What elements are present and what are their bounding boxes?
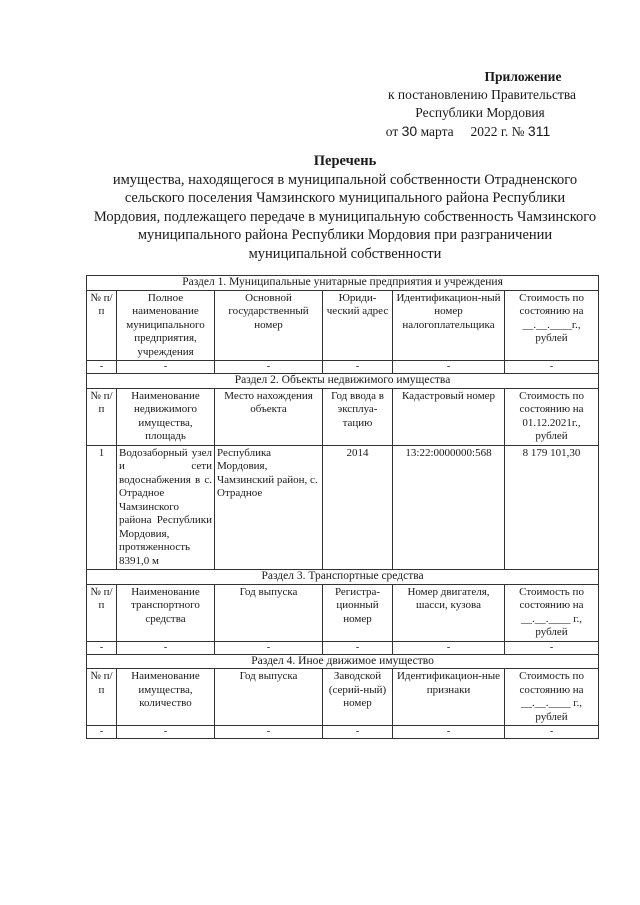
header-cell: Номер двигателя, шасси, кузова bbox=[393, 584, 505, 641]
date-month: марта bbox=[420, 124, 454, 139]
header-cell: Юриди-ческий адрес bbox=[323, 290, 393, 361]
header-cell: Стоимость по состоянию на __.__.____ г., рублей bbox=[505, 584, 599, 641]
document-heading bbox=[90, 152, 600, 263]
location-cell: Республика Мордовия, Чамзинский район, с. Отрадное bbox=[215, 445, 323, 570]
data-cell: - bbox=[505, 361, 599, 374]
data-cell: - bbox=[323, 641, 393, 654]
header-cell: Идентификацион-ные признаки bbox=[393, 669, 505, 726]
appendix-authority-line: Республики Мордовия bbox=[415, 105, 545, 120]
data-cell: - bbox=[215, 641, 323, 654]
header-cell: Стоимость по состоянию на __.__.____ г., рублей bbox=[505, 669, 599, 726]
document-title: Перечень bbox=[313, 153, 377, 169]
header-cell: Регистра-ционный номер bbox=[323, 584, 393, 641]
data-cell: - bbox=[323, 726, 393, 739]
header-cell: Наименование транспортного средства bbox=[117, 584, 215, 641]
data-cell: - bbox=[505, 641, 599, 654]
data-cell: - bbox=[393, 361, 505, 374]
header-cell: Место нахождения объекта bbox=[215, 388, 323, 445]
section-4-title: Раздел 4. Иное движимое имущество bbox=[87, 654, 599, 669]
section-4-title-row bbox=[87, 654, 599, 669]
appendix-date-line bbox=[318, 122, 618, 141]
section-2-title: Раздел 2. Объекты недвижимого имущества bbox=[87, 374, 599, 389]
header-cell: Наименование имущества, количество bbox=[117, 669, 215, 726]
cadastral-number-cell: 13:22:0000000:568 bbox=[393, 445, 505, 570]
section-4-data-row bbox=[87, 726, 599, 739]
header-cell: Заводской (серий-ный) номер bbox=[323, 669, 393, 726]
header-cell: Идентификацион-ный номер налогоплательщика bbox=[393, 290, 505, 361]
data-cell: - bbox=[323, 361, 393, 374]
section-3-data-row bbox=[87, 641, 599, 654]
appendix-decree-line: к постановлению Правительства bbox=[387, 87, 577, 102]
data-cell: - bbox=[393, 641, 505, 654]
header-cell: Год ввода в эксплуа-тацию bbox=[323, 388, 393, 445]
data-cell: - bbox=[215, 726, 323, 739]
commission-year-cell: 2014 bbox=[323, 445, 393, 570]
header-cell: № п/п bbox=[87, 669, 117, 726]
data-cell: - bbox=[117, 361, 215, 374]
date-prefix: от bbox=[385, 124, 399, 139]
document-subtitle: имущества, находящегося в муниципальной собственности Отрадненского сельского поселения Чамзинского муниципального района Республики Мордовия, подлежащего передаче в муниципальную собственность Чамзинского муниципального района Республики Мордовия при разграничении муниципальной собственности bbox=[93, 171, 597, 262]
property-name-cell: Водозаборный узел и сети водоснабжения в с. Отрадное Чамзинского района Республики Мордовия, протяженность 8391,0 м bbox=[117, 445, 215, 570]
section-3-header-row bbox=[87, 584, 599, 641]
header-cell: Год выпуска bbox=[215, 584, 323, 641]
section-1-title: Раздел 1. Муниципальные унитарные предприятия и учреждения bbox=[87, 276, 599, 291]
decree-number: 311 bbox=[527, 123, 551, 139]
header-cell: № п/п bbox=[87, 584, 117, 641]
data-cell: - bbox=[87, 641, 117, 654]
section-2-data-row bbox=[87, 445, 599, 570]
date-day: 30 bbox=[401, 123, 418, 139]
section-2-title-row bbox=[87, 374, 599, 389]
property-table bbox=[86, 275, 599, 739]
header-cell: Основной государственный номер bbox=[215, 290, 323, 361]
data-cell: - bbox=[117, 726, 215, 739]
section-3-title-row bbox=[87, 570, 599, 585]
header-cell: Наименование недвижимого имущества, площадь bbox=[117, 388, 215, 445]
section-1-title-row bbox=[87, 276, 599, 291]
appendix-title: Приложение bbox=[484, 69, 562, 84]
header-cell: Кадастровый номер bbox=[393, 388, 505, 445]
header-cell: Стоимость по состоянию на __.__.____г., рублей bbox=[505, 290, 599, 361]
header-cell: Полное наименование муниципального предприятия, учреждения bbox=[117, 290, 215, 361]
data-cell: - bbox=[393, 726, 505, 739]
section-2-header-row bbox=[87, 388, 599, 445]
header-cell: Год выпуска bbox=[215, 669, 323, 726]
header-cell: Стоимость по состоянию на 01.12.2021г., рублей bbox=[505, 388, 599, 445]
data-cell: 1 bbox=[87, 445, 117, 570]
data-cell: - bbox=[215, 361, 323, 374]
number-sign: № bbox=[511, 124, 525, 139]
appendix-block bbox=[330, 68, 630, 141]
header-cell: № п/п bbox=[87, 388, 117, 445]
data-cell: - bbox=[87, 361, 117, 374]
data-cell: - bbox=[87, 726, 117, 739]
date-year: 2022 г. bbox=[470, 124, 509, 139]
section-1-header-row bbox=[87, 290, 599, 361]
section-3-title: Раздел 3. Транспортные средства bbox=[87, 570, 599, 585]
section-4-header-row bbox=[87, 669, 599, 726]
header-cell: № п/п bbox=[87, 290, 117, 361]
value-cell: 8 179 101,30 bbox=[505, 445, 599, 570]
section-1-data-row bbox=[87, 361, 599, 374]
data-cell: - bbox=[117, 641, 215, 654]
data-cell: - bbox=[505, 726, 599, 739]
